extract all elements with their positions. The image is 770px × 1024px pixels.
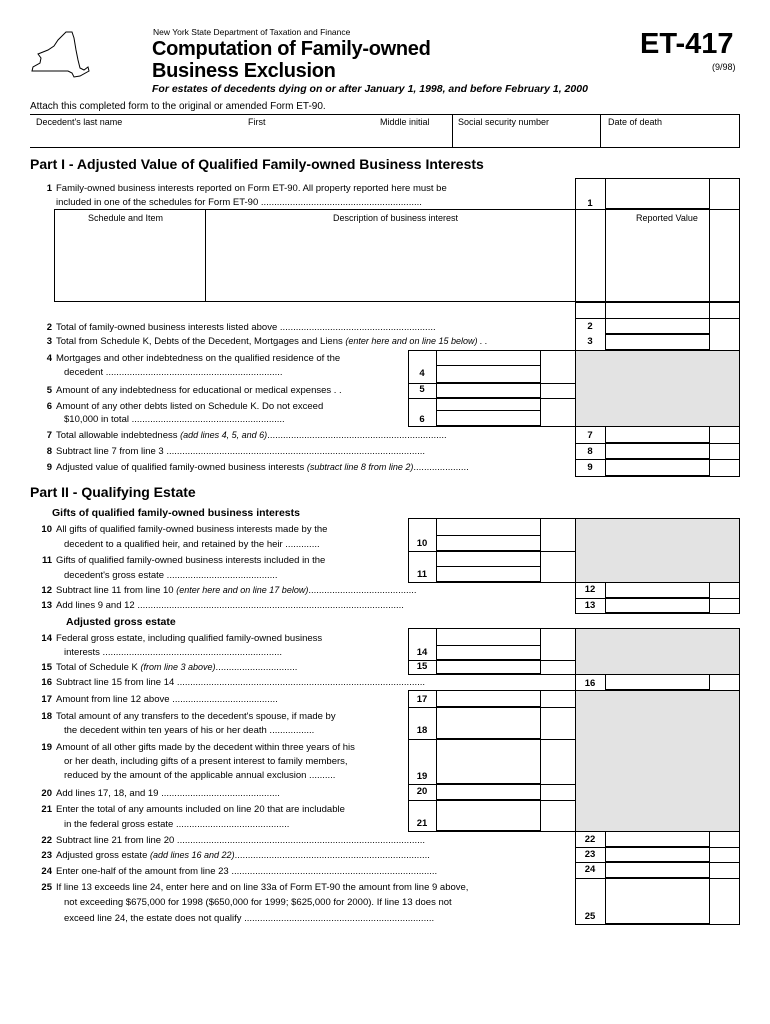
line-16-amount[interactable]	[605, 674, 710, 690]
line-9-dots: .....................	[413, 462, 469, 473]
ssn-field[interactable]: Social security number	[458, 117, 550, 127]
line-7-dots: ....................................................................	[267, 430, 447, 441]
line-24-text: Enter one-half of the amount from line 23 ..............................................................................	[56, 866, 438, 877]
form-title-line2: Business Exclusion	[152, 60, 336, 82]
line-13-number: 13	[41, 600, 52, 611]
line-3-note: (enter here and on line 15 below) . .	[345, 336, 488, 346]
line-7-note: (add lines 4, 5, and 6)	[180, 430, 268, 440]
line-11-text: Gifts of qualified family-owned business interests included in the	[56, 555, 326, 566]
line-19-text: Amount of all other gifts made by the decedent within three years of his	[56, 742, 355, 753]
line-11-text-cont: decedent's gross estate ..........................................	[64, 570, 278, 581]
line-19-number: 19	[41, 742, 52, 753]
part2-subheading-age: Adjusted gross estate	[66, 616, 176, 628]
line-15-dots: ...............................	[215, 662, 298, 673]
line-12-dots: .........................................	[308, 585, 417, 596]
line-12-text: Subtract line 11 from line 10	[56, 585, 174, 596]
line-21-amount[interactable]	[436, 800, 541, 831]
line-5-box-label: 5	[419, 384, 425, 395]
line-21-box-label: 21	[416, 818, 428, 829]
last-name-field[interactable]: Decedent's last name	[36, 117, 123, 127]
line-4-number: 4	[46, 353, 52, 364]
line-14-text-cont: interests ....................................................................	[64, 647, 283, 658]
line-1-text-cont: included in one of the schedules for Form ET-90 .............................................................	[56, 197, 422, 208]
line-24-box-label: 24	[584, 864, 596, 875]
line-5-text: Amount of any indebtedness for educational or medical expenses . .	[56, 385, 342, 396]
department-name: New York State Department of Taxation and Finance	[153, 27, 351, 37]
line-16-text: Subtract line 15 from line 14 ..............................................................................................	[56, 677, 426, 688]
line-3-text: Total from Schedule K, Debts of the Decedent, Mortgages and Liens	[56, 336, 343, 347]
form-revision: (9/98)	[712, 62, 736, 72]
line-8-text: Subtract line 7 from line 3 ..................................................................................................	[56, 446, 426, 457]
line-9-note: (subtract line 8 from line 2)	[306, 462, 414, 472]
line-25-amount[interactable]	[605, 878, 710, 924]
line-19-box-label: 19	[416, 771, 428, 782]
line-5-number: 5	[46, 385, 52, 396]
line-8-box-label: 8	[587, 446, 593, 457]
line-13-amount[interactable]	[605, 598, 710, 613]
line-10-box-label: 10	[416, 538, 428, 549]
line-15-note: (from line 3 above)	[140, 662, 216, 672]
line-2-amount[interactable]	[605, 318, 710, 334]
line-23-box-label: 23	[584, 849, 596, 860]
line-25-text: If line 13 exceeds line 24, enter here and on line 33a of Form ET-90 the amount from line 9 above,	[56, 882, 469, 893]
line-19-text-cont2: reduced by the amount of the applicable annual exclusion ..........	[64, 770, 336, 781]
line-6-text: Amount of any other debts listed on Schedule K. Do not exceed	[56, 401, 324, 412]
line-9-number: 9	[46, 462, 52, 473]
line-22-box-label: 22	[584, 834, 596, 845]
line-6-number: 6	[46, 401, 52, 412]
line-14-box-label: 14	[416, 647, 428, 658]
line-23-note: (add lines 16 and 22)	[150, 850, 235, 860]
line-14-text: Federal gross estate, including qualified family-owned business	[56, 633, 323, 644]
line-10-amount[interactable]	[436, 535, 541, 551]
line-15-number: 15	[41, 662, 52, 673]
line-17-number: 17	[41, 694, 52, 705]
line-20-text: Add lines 17, 18, and 19 .............................................	[56, 788, 280, 799]
line-7-number: 7	[46, 430, 52, 441]
line-23-text: Adjusted gross estate	[56, 850, 148, 861]
attach-note: Attach this completed form to the original or amended Form ET-90.	[30, 101, 326, 112]
line-3-amount[interactable]	[605, 334, 710, 350]
line-15-box-label: 15	[416, 661, 428, 672]
line-9-text: Adjusted value of qualified family-owned business interests	[56, 462, 305, 473]
line-12-amount[interactable]	[605, 582, 710, 598]
line-11-amount[interactable]	[436, 566, 541, 582]
line-24-amount[interactable]	[605, 862, 710, 878]
line-21-text-cont: in the federal gross estate ...........................................	[64, 819, 290, 830]
line-12-box-label: 12	[584, 584, 596, 595]
line-4-text-cont: decedent ...................................................................	[64, 367, 283, 378]
form-number: ET-417	[640, 28, 734, 60]
line-23-number: 23	[41, 850, 52, 861]
line-1-amount[interactable]	[605, 178, 710, 209]
line-23-dots: ..........................................................................	[234, 850, 430, 861]
line-25-number: 25	[41, 882, 52, 893]
line-13-box-label: 13	[584, 600, 596, 611]
part1-heading: Part I - Adjusted Value of Qualified Family-owned Business Interests	[30, 156, 484, 172]
line-15-text: Total of Schedule K	[56, 662, 138, 673]
line-18-text-cont: the decedent within ten years of his or her death .................	[64, 725, 315, 736]
col-schedule-item: Schedule and Item	[88, 213, 164, 223]
line-20-number: 20	[41, 788, 52, 799]
line-20-box-label: 20	[416, 786, 428, 797]
line-2-text: Total of family-owned business interests listed above ...........................................................	[56, 322, 436, 333]
line-10-number: 10	[41, 524, 52, 535]
line-12-number: 12	[41, 585, 52, 596]
line-6-text-cont: $10,000 in total ..........................................................	[64, 414, 285, 425]
line-1-text: Family-owned business interests reported on Form ET-90. All property reported here must be	[56, 183, 447, 194]
line-1-box-label: 1	[587, 198, 593, 209]
middle-initial-field[interactable]: Middle initial	[380, 117, 430, 127]
form-subtitle: For estates of decedents dying on or after January 1, 1998, and before February 1, 2000	[152, 83, 588, 95]
date-of-death-field[interactable]: Date of death	[608, 117, 663, 127]
line-4-amount[interactable]	[436, 365, 541, 383]
line-3-box-label: 3	[587, 336, 593, 347]
line-8-number: 8	[46, 446, 52, 457]
first-name-field[interactable]: First	[248, 117, 266, 127]
line-18-number: 18	[41, 711, 52, 722]
line-17-box-label: 17	[416, 694, 428, 705]
line-24-number: 24	[41, 866, 52, 877]
line-16-box-label: 16	[584, 678, 596, 689]
line-16-number: 16	[41, 677, 52, 688]
line-15-amount[interactable]	[436, 660, 541, 674]
line-1-number: 1	[46, 183, 52, 194]
line-11-number: 11	[41, 555, 52, 566]
line-8-amount[interactable]	[605, 443, 710, 459]
form-title-line1: Computation of Family-owned	[152, 38, 431, 60]
line-19-amount[interactable]	[436, 739, 541, 784]
line-21-number: 21	[41, 804, 52, 815]
line-10-text-cont: decedent to a qualified heir, and retained by the heir .............	[64, 539, 320, 550]
line-21-text: Enter the total of any amounts included on line 20 that are includable	[56, 804, 345, 815]
line-2-box-label: 2	[587, 321, 593, 332]
line-7-amount[interactable]	[605, 426, 710, 443]
line-9-box-label: 9	[587, 462, 593, 473]
line-22-number: 22	[41, 835, 52, 846]
line-18-amount[interactable]	[436, 707, 541, 739]
line-2-number: 2	[46, 322, 52, 333]
line-4-text: Mortgages and other indebtedness on the qualified residence of the	[56, 353, 341, 364]
line-17-amount[interactable]	[436, 690, 541, 707]
line-22-amount[interactable]	[605, 831, 710, 847]
new-york-state-map-icon	[28, 30, 90, 82]
line-14-amount[interactable]	[436, 645, 541, 660]
line-25-text-cont2: exceed line 24, the estate does not qualify ........................................................................	[64, 913, 435, 924]
part2-subheading-gifts: Gifts of qualified family-owned business interests	[52, 507, 300, 519]
line-6-amount[interactable]	[436, 410, 541, 426]
line-7-box-label: 7	[587, 430, 593, 441]
part2-heading: Part II - Qualifying Estate	[30, 484, 196, 500]
line-14-number: 14	[41, 633, 52, 644]
col-description: Description of business interest	[333, 213, 459, 223]
line-18-box-label: 18	[416, 725, 428, 736]
line-18-text: Total amount of any transfers to the decedent's spouse, if made by	[56, 711, 336, 722]
line-12-note: (enter here and on line 17 below)	[176, 585, 309, 595]
line-19-text-cont1: or her death, including gifts of a present interest to family members,	[64, 756, 348, 767]
line-4-box-label: 4	[419, 368, 425, 379]
line-9-amount[interactable]	[605, 459, 710, 476]
line-3-number: 3	[46, 336, 52, 347]
line-20-amount[interactable]	[436, 784, 541, 800]
line-6-box-label: 6	[419, 414, 425, 425]
line-23-amount[interactable]	[605, 847, 710, 862]
line-7-text: Total allowable indebtedness	[56, 430, 178, 441]
line-17-text: Amount from line 12 above ........................................	[56, 694, 278, 705]
line-5-amount[interactable]	[436, 383, 541, 398]
line-13-text: Add lines 9 and 12 .....................................................................................................	[56, 600, 404, 611]
col-reported-value: Reported Value	[636, 213, 698, 223]
line-25-text-cont1: not exceeding $675,000 for 1998 ($650,000 for 1999; $625,000 for 2000). If line 13 does not	[64, 897, 452, 908]
line-10-text: All gifts of qualified family-owned business interests made by the	[56, 524, 328, 535]
line-11-box-label: 11	[416, 569, 428, 580]
line-25-box-label: 25	[584, 911, 596, 922]
line-22-text: Subtract line 21 from line 20 ..............................................................................................	[56, 835, 426, 846]
